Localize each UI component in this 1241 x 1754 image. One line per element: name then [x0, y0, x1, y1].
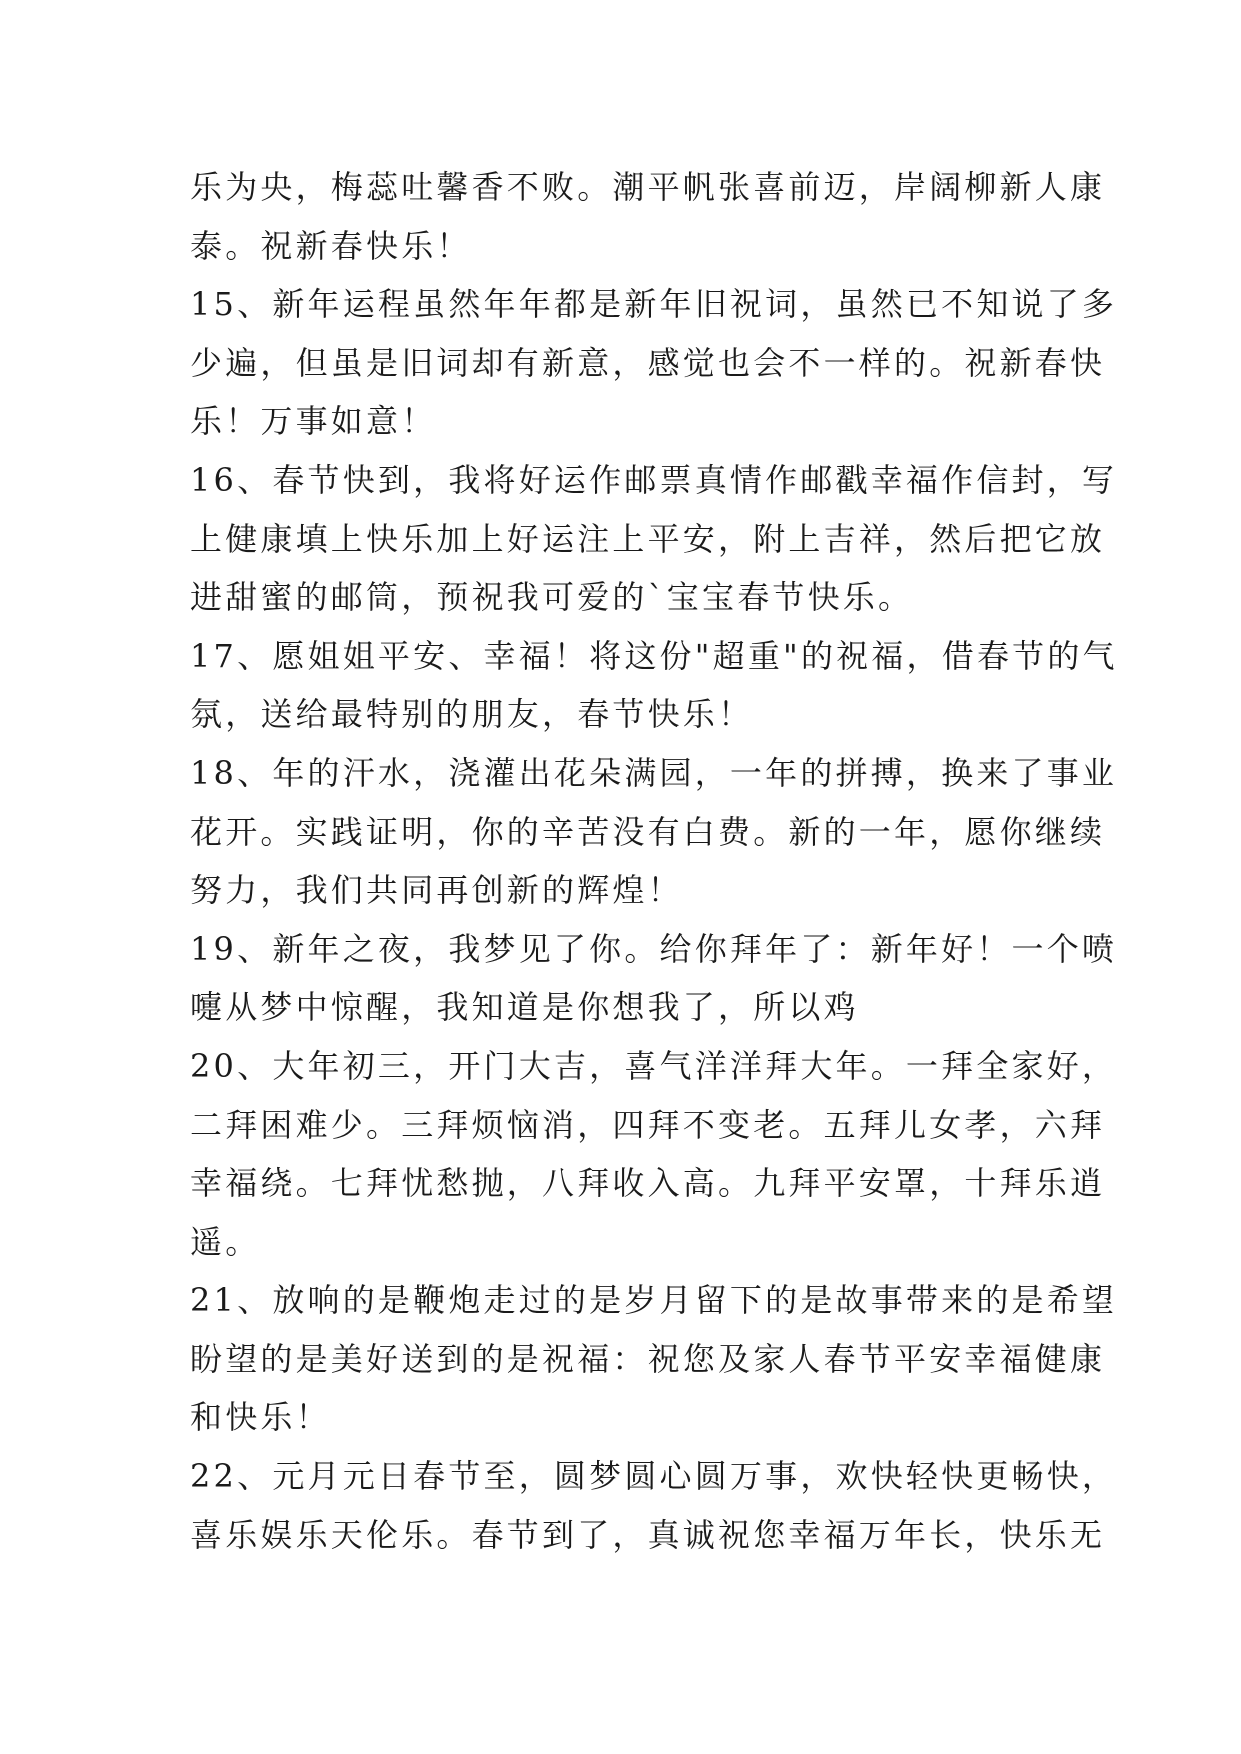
text-line: 幸福绕。七拜忧愁抛，八拜收入高。九拜平安罩，十拜乐逍 — [190, 1164, 1106, 1203]
text-line: 嚏从梦中惊醒，我知道是你想我了，所以鸡 — [190, 988, 859, 1027]
text-line: 少遍，但虽是旧词却有新意，感觉也会不一样的。祝新春快 — [190, 343, 1106, 382]
text-line: 遥。 — [190, 1222, 261, 1261]
text-line: 15、新年运程虽然年年都是新年旧祝词，虽然已不知说了多 — [190, 285, 1118, 324]
document-body — [190, 158, 1118, 1564]
text-line: 进甜蜜的邮筒，预祝我可爱的`宝宝春节快乐。 — [190, 578, 914, 617]
text-line: 19、新年之夜，我梦见了你。给你拜年了：新年好！一个喷 — [190, 929, 1118, 968]
text-line: 泰。祝新春快乐！ — [190, 226, 472, 265]
text-line: 花开。实践证明，你的辛苦没有白费。新的一年，愿你继续 — [190, 812, 1106, 851]
text-line: 18、年的汗水，浇灌出花朵满园，一年的拼搏，换来了事业 — [190, 753, 1118, 792]
text-line: 20、大年初三，开门大吉，喜气洋洋拜大年。一拜全家好， — [190, 1046, 1118, 1085]
text-line: 16、春节快到，我将好运作邮票真情作邮戳幸福作信封，写 — [190, 460, 1118, 499]
text-line: 乐为央，梅蕊吐馨香不败。潮平帆张喜前迈，岸阔柳新人康 — [190, 168, 1106, 206]
text-line: 上健康填上快乐加上好运注上平安，附上吉祥，然后把它放 — [190, 519, 1106, 558]
text-line: 和快乐！ — [190, 1398, 331, 1437]
text-line: 21、放响的是鞭炮走过的是岁月留下的是故事带来的是希望 — [190, 1281, 1118, 1320]
text-line: 17、愿姐姐平安、幸福！将这份"超重"的祝福，借春节的气 — [190, 636, 1118, 675]
text-line: 氛，送给最特别的朋友，春节快乐！ — [190, 695, 754, 734]
text-line: 二拜困难少。三拜烦恼消，四拜不变老。五拜儿女孝，六拜 — [190, 1105, 1106, 1144]
text-line: 努力，我们共同再创新的辉煌！ — [190, 871, 683, 910]
text-line: 喜乐娱乐天伦乐。春节到了，真诚祝您幸福万年长，快乐无 — [190, 1515, 1106, 1554]
text-line: 22、元月元日春节至，圆梦圆心圆万事，欢快轻快更畅快， — [190, 1457, 1118, 1496]
text-line: 盼望的是美好送到的是祝福：祝您及家人春节平安幸福健康 — [190, 1339, 1106, 1378]
text-line: 乐！万事如意！ — [190, 402, 437, 441]
